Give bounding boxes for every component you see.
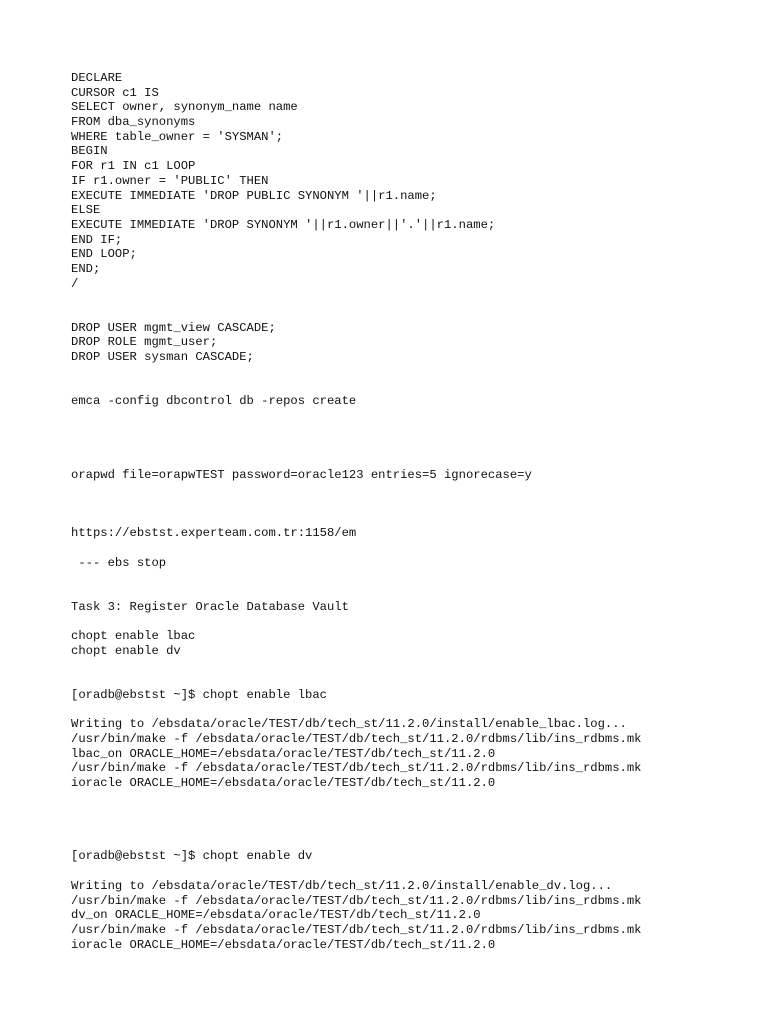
text-line: /usr/bin/make -f /ebsdata/oracle/TEST/db/tech_st/11.2.0/rdbms/lib/ins_rdbms.mk (71, 731, 642, 746)
text-line: BEGIN (71, 144, 108, 159)
text-line: ioracle ORACLE_HOME=/ebsdata/oracle/TEST/db/tech_st/11.2.0 (71, 937, 496, 952)
text-line: https://ebstst.experteam.com.tr:1158/em (71, 526, 357, 541)
text-line: /usr/bin/make -f /ebsdata/oracle/TEST/db/tech_st/11.2.0/rdbms/lib/ins_rdbms.mk (71, 922, 642, 937)
text-line: END; (71, 261, 101, 276)
text-line: END LOOP; (71, 247, 137, 262)
blank-line (71, 864, 751, 879)
blank-line (71, 659, 751, 674)
text-line: orapwd file=orapwTEST password=oracle123 entries=5 ignorecase=y (71, 467, 532, 482)
blank-line (71, 424, 751, 439)
text-line: Task 3: Register Oracle Database Vault (71, 599, 349, 614)
text-line: --- ebs stop (71, 555, 167, 570)
blank-line (71, 541, 751, 556)
blank-line (71, 453, 751, 468)
text-line: chopt enable dv (71, 643, 181, 658)
text-line: dv_on ORACLE_HOME=/ebsdata/oracle/TEST/db/tech_st/11.2.0 (71, 908, 481, 923)
blank-line (71, 820, 751, 835)
text-line: [oradb@ebstst ~]$ chopt enable dv (71, 849, 313, 864)
text-line: DECLARE (71, 71, 123, 85)
text-line: Writing to /ebsdata/oracle/TEST/db/tech_st/11.2.0/install/enable_lbac.log... (71, 717, 627, 732)
text-line: ioracle ORACLE_HOME=/ebsdata/oracle/TEST/db/tech_st/11.2.0 (71, 776, 496, 790)
text-line: DROP USER sysman CASCADE; (71, 350, 254, 365)
text-line: WHERE table_owner = 'SYSMAN'; (71, 129, 284, 144)
text-line: [oradb@ebstst ~]$ chopt enable lbac (71, 687, 327, 702)
blank-line (71, 614, 751, 629)
text-line: DROP ROLE mgmt_user; (71, 335, 218, 350)
blank-line (71, 409, 751, 424)
text-line: lbac_on ORACLE_HOME=/ebsdata/oracle/TEST/db/tech_st/11.2.0 (71, 746, 496, 761)
blank-line (71, 703, 751, 718)
text-line: Writing to /ebsdata/oracle/TEST/db/tech_st/11.2.0/install/enable_dv.log... (71, 878, 613, 893)
blank-line (71, 570, 751, 585)
text-line: IF r1.owner = 'PUBLIC' THEN (71, 173, 269, 188)
text-line: FROM dba_synonyms (71, 115, 196, 130)
text-line: SELECT owner, synonym_name name (71, 100, 298, 115)
text-line: FOR r1 IN c1 LOOP (71, 159, 196, 174)
blank-line (71, 585, 751, 600)
blank-line (71, 835, 751, 850)
blank-line (71, 379, 751, 394)
blank-line (71, 365, 751, 380)
blank-line (71, 306, 751, 321)
blank-line (71, 291, 751, 306)
text-line: emca -config dbcontrol db -repos create (71, 394, 357, 409)
text-line: chopt enable lbac (71, 629, 196, 644)
document-page (71, 71, 751, 952)
text-line: EXECUTE IMMEDIATE 'DROP PUBLIC SYNONYM '||r1.name; (71, 188, 437, 203)
blank-line (71, 512, 751, 527)
blank-line (71, 791, 751, 806)
blank-line (71, 438, 751, 453)
blank-line (71, 673, 751, 688)
blank-line (71, 482, 751, 497)
text-line: /usr/bin/make -f /ebsdata/oracle/TEST/db/tech_st/11.2.0/rdbms/lib/ins_rdbms.mk (71, 893, 642, 908)
text-line: EXECUTE IMMEDIATE 'DROP SYNONYM '||r1.owner||'.'||r1.name; (71, 217, 496, 232)
blank-line (71, 497, 751, 512)
text-line: END IF; (71, 232, 123, 247)
text-line: / (71, 276, 79, 291)
text-line: ELSE (71, 203, 101, 218)
blank-line (71, 805, 751, 820)
text-line: DROP USER mgmt_view CASCADE; (71, 320, 276, 335)
document-body (71, 71, 751, 952)
text-line: CURSOR c1 IS (71, 85, 159, 100)
text-line: /usr/bin/make -f /ebsdata/oracle/TEST/db/tech_st/11.2.0/rdbms/lib/ins_rdbms.mk (71, 761, 642, 776)
